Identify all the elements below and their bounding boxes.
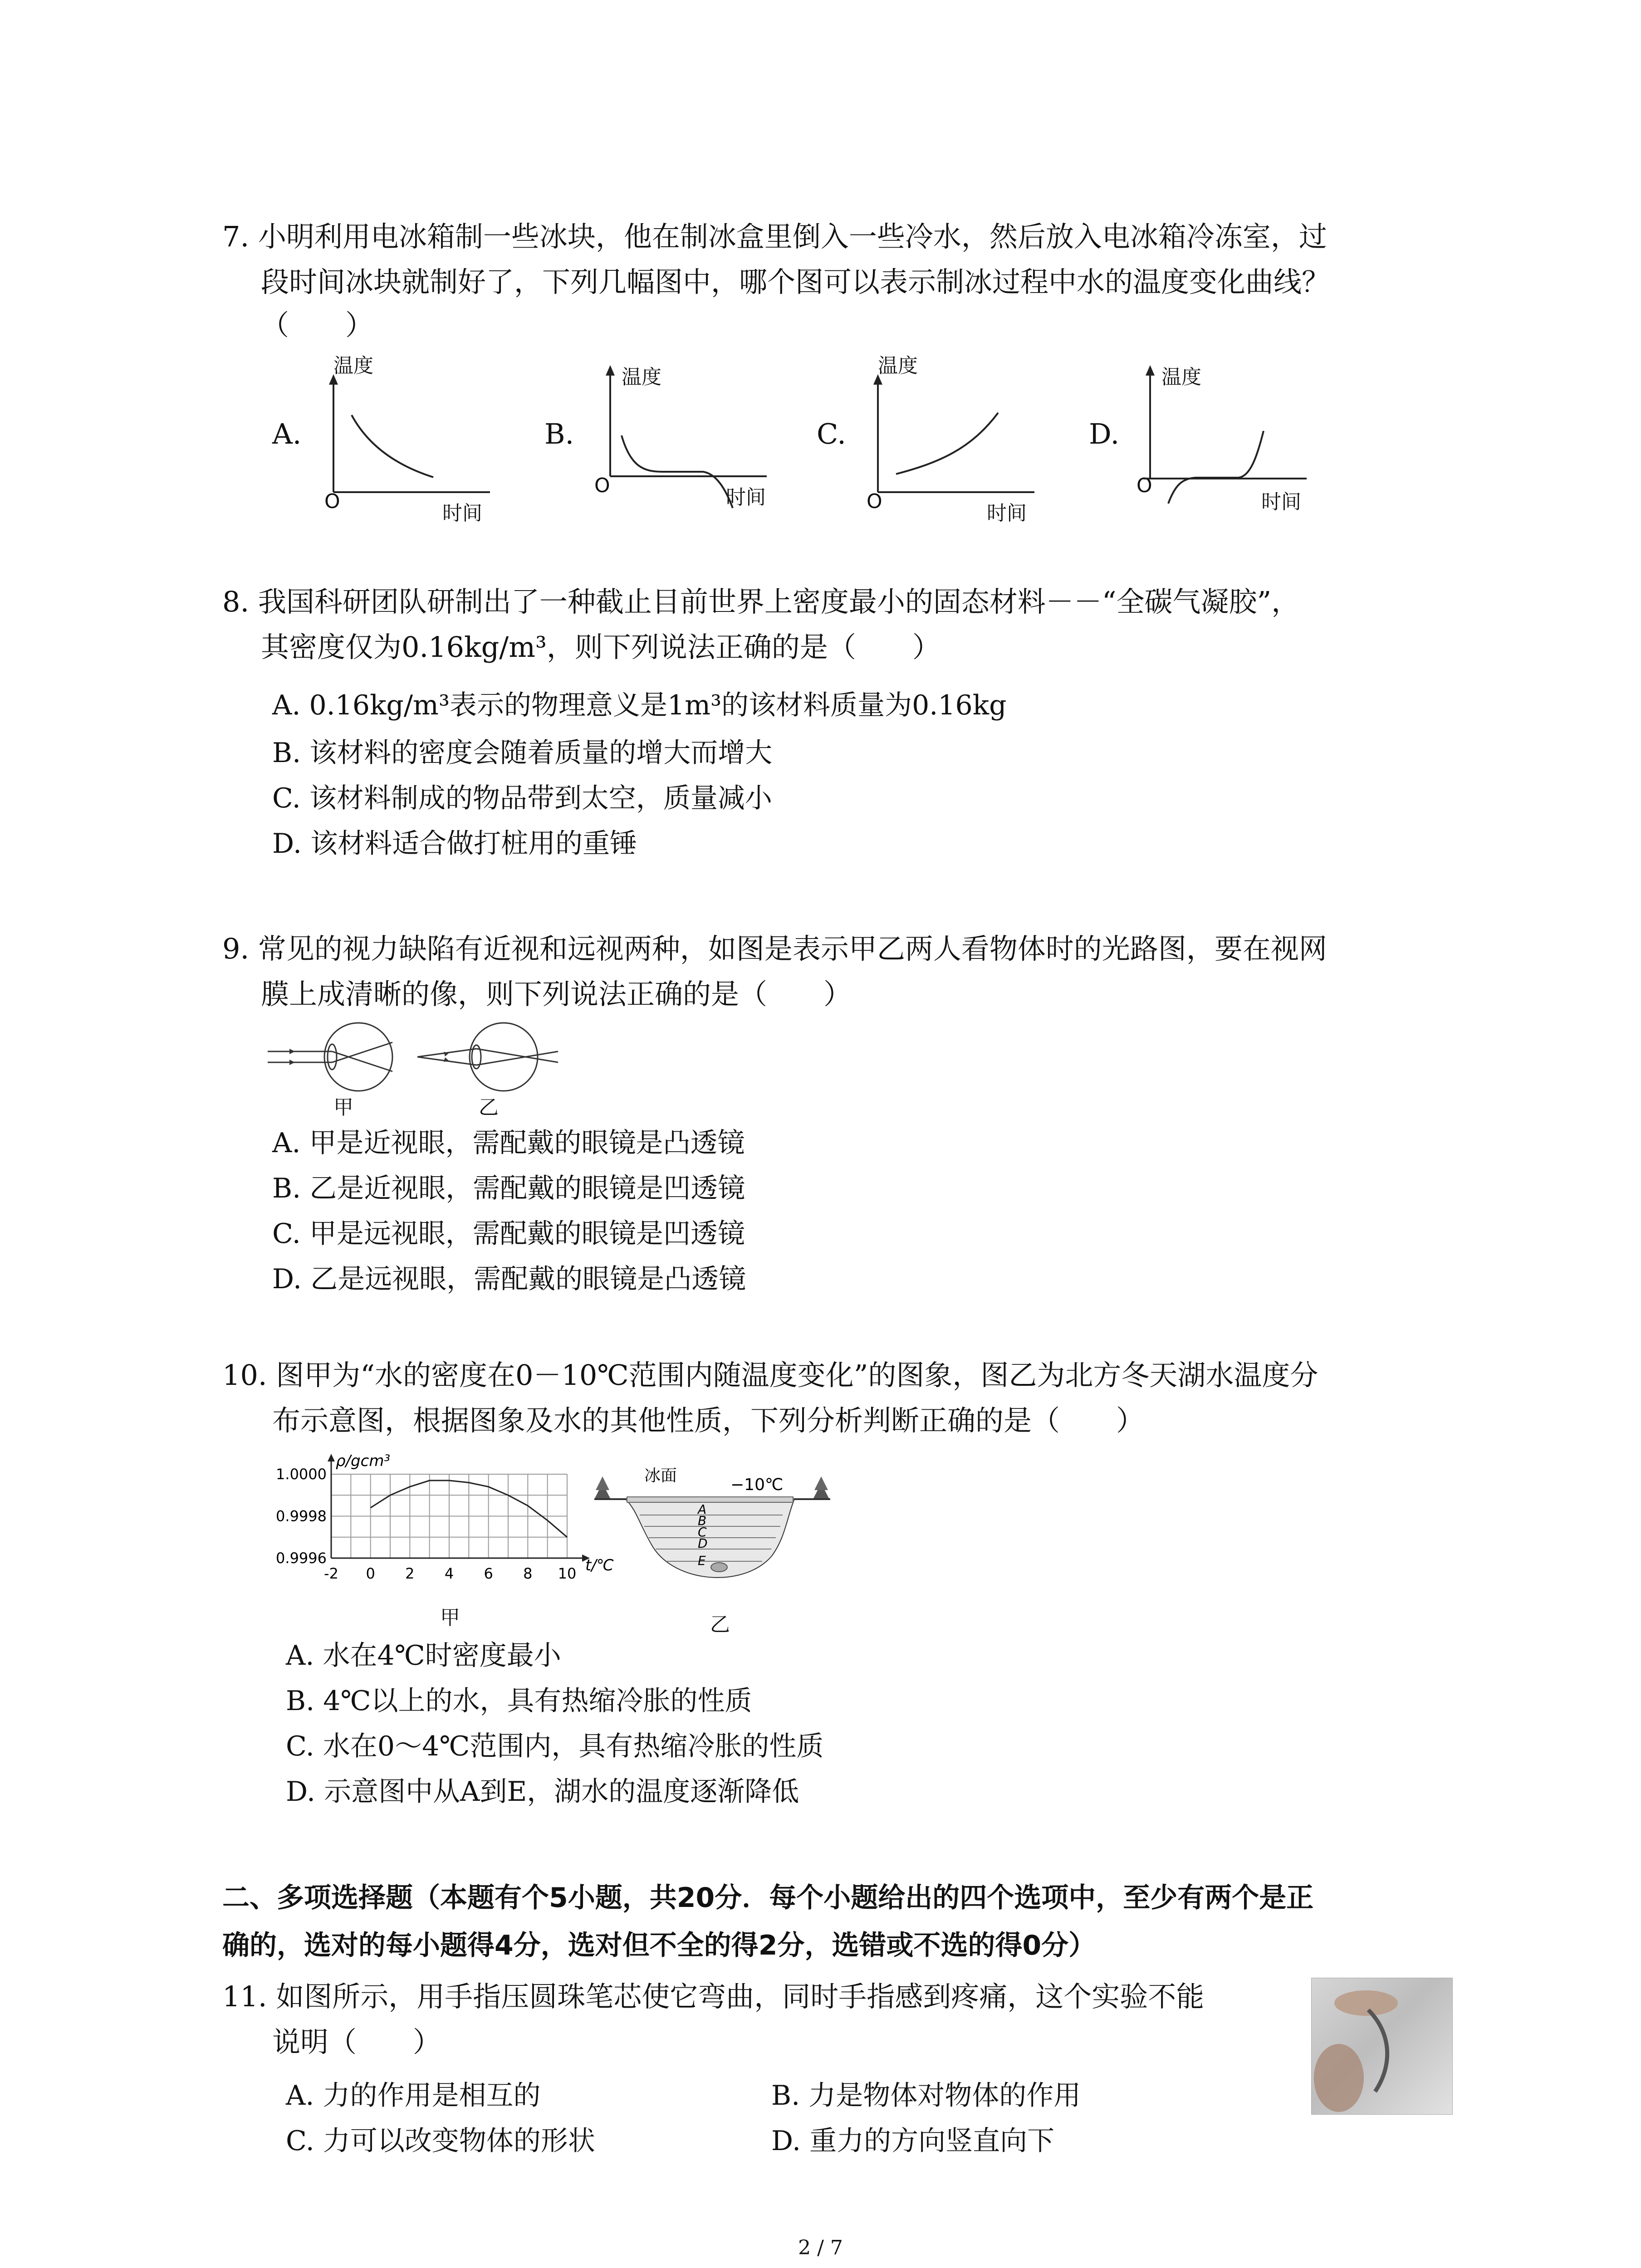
q7-option-b-label: B. — [544, 417, 574, 450]
q7-b-curve — [622, 435, 733, 508]
page-number: 2 / 7 — [798, 2236, 843, 2259]
q7-c-ylabel: 温度 — [878, 354, 918, 377]
q10-option-b: B. 4℃以上的水，具有热缩冷胀的性质 — [286, 1685, 752, 1717]
density-chart-ylabel: ρ/gcm³ — [336, 1452, 391, 1470]
q7-d-xlabel: 时间 — [1261, 490, 1301, 513]
q8-option-c: C. 该材料制成的物品带到太空，质量减小 — [272, 782, 772, 814]
q7-a-y-arrow — [329, 374, 338, 385]
q7-graph-b — [594, 363, 776, 513]
eye-yi — [417, 1023, 558, 1091]
eye-jia-eyeball — [324, 1023, 392, 1091]
q9-stem-line1: 9. 常见的视力缺陷有近视和远视两种，如图是表示甲乙两人看物体时的光路图，要在视网 — [222, 932, 1327, 965]
q7-a-xlabel: 时间 — [442, 502, 482, 525]
y-axis-arrow — [328, 1454, 335, 1461]
y-tick-label: 0.9996 — [276, 1549, 327, 1567]
q7-b-y-arrow — [606, 365, 615, 376]
section2-heading-line1: 二、多项选择题（本题有个5小题，共20分．每个小题给出的四个选项中，至少有两个是正 — [222, 1882, 1314, 1914]
lake-layer-d: D — [698, 1536, 708, 1551]
q7-c-xlabel: 时间 — [987, 502, 1027, 525]
q10-option-d: D. 示意图中从A到E，湖水的温度逐渐降低 — [286, 1776, 799, 1808]
q11-option-d: D. 重力的方向竖直向下 — [771, 2125, 1055, 2157]
x-tick-label: 6 — [484, 1565, 493, 1582]
q11-option-c: C. 力可以改变物体的形状 — [286, 2125, 595, 2157]
y-tick-label: 1.0000 — [276, 1466, 327, 1483]
q11-pen-refill-photo — [1311, 1978, 1453, 2115]
eye-jia — [268, 1023, 392, 1091]
lake-layer-c: C — [698, 1525, 707, 1540]
q9-option-a: A. 甲是近视眼，需配戴的眼镜是凸透镜 — [272, 1127, 745, 1159]
q10-lake-diagram — [594, 1456, 830, 1597]
section2-heading-line2: 确的，选对的每小题得4分，选对但不全的得2分，选错或不选的得0分） — [222, 1930, 1096, 1961]
q8-stem-line1: 8. 我国科研团队研制出了一种截止目前世界上密度最小的固态材料－－“全碳气凝胶”， — [222, 585, 1300, 618]
lake-layer-b: B — [698, 1513, 707, 1528]
eye-jia-lens — [328, 1044, 337, 1070]
q10-density-chart — [268, 1452, 631, 1601]
ice-surface — [627, 1497, 793, 1502]
x-tick-label: 10 — [558, 1565, 577, 1582]
q7-stem-line2: 段时间冰块就制好了，下列几幅图中，哪个图可以表示制冰过程中水的温度变化曲线？ — [261, 265, 1330, 298]
q7-option-a-label: A. — [272, 417, 302, 450]
density-chart-ticks — [276, 1466, 576, 1582]
finger-pressing-pen-icon — [1312, 1978, 1452, 2114]
y-tick-label: 0.9998 — [276, 1507, 327, 1525]
q9-label-yi: 乙 — [479, 1096, 499, 1119]
q9-option-b: B. 乙是近视眼，需配戴的眼镜是凹透镜 — [272, 1173, 745, 1204]
x-tick-label: -2 — [324, 1565, 338, 1582]
q11-stem-line1: 11. 如图所示，用手指压圆珠笔芯使它弯曲，同时手指感到疼痛，这个实验不能 — [222, 1980, 1205, 2013]
lake-ice-label: 冰面 — [644, 1466, 677, 1485]
q10-stem-line1: 10. 图甲为“水的密度在0－10℃范围内随温度变化”的图象，图乙为北方冬天湖水温度分 — [222, 1359, 1318, 1392]
q9-stem-line2: 膜上成清晰的像，则下列说法正确的是（ ） — [261, 978, 852, 1011]
q11-option-a: A. 力的作用是相互的 — [286, 2080, 541, 2112]
q7-c-curve — [896, 413, 998, 474]
q7-d-curve — [1168, 431, 1264, 503]
q7-a-ylabel: 温度 — [333, 354, 373, 377]
x-tick-label: 2 — [405, 1565, 415, 1582]
q7-b-ylabel: 温度 — [622, 366, 661, 389]
q11-option-b: B. 力是物体对物体的作用 — [771, 2080, 1081, 2112]
q10-stem-line2: 布示意图，根据图象及水的其他性质，下列分析判断正确的是（ ） — [272, 1404, 1145, 1437]
q8-option-b: B. 该材料的密度会随着质量的增大而增大 — [272, 737, 773, 769]
q9-option-c: C. 甲是远视眼，需配戴的眼镜是凹透镜 — [272, 1218, 745, 1250]
q8-option-d: D. 该材料适合做打桩用的重锤 — [272, 828, 637, 860]
lake-layer-a: A — [698, 1502, 707, 1517]
x-tick-label: 8 — [523, 1565, 533, 1582]
q9-eye-diagram — [268, 1021, 563, 1098]
q7-d-ylabel: 温度 — [1161, 366, 1201, 389]
q10-option-a: A. 水在4℃时密度最小 — [286, 1640, 561, 1672]
q7-option-d-label: D. — [1089, 417, 1120, 450]
lake-layer-e: E — [698, 1553, 706, 1568]
q7-graph-d — [1134, 363, 1316, 513]
q10-caption-jia: 甲 — [440, 1606, 460, 1629]
x-tick-label: 4 — [444, 1565, 454, 1582]
q7-answer-blank: （ ） — [261, 308, 374, 342]
density-chart-xlabel: t/℃ — [585, 1556, 614, 1574]
q7-stem-line1: 7. 小明利用电冰箱制一些冰块，他在制冰盒里倒入一些冷水，然后放入电冰箱冷冻室，过 — [222, 220, 1327, 253]
q8-option-a: A. 0.16kg/m³表示的物理意义是1m³的该材料质量为0.16kg — [272, 689, 1007, 721]
q8-stem-line2: 其密度仅为0.16kg/m³，则下列说法正确的是（ ） — [261, 631, 941, 664]
density-chart-grid — [331, 1474, 567, 1558]
q7-graph-a — [318, 372, 499, 503]
q7-b-xlabel: 时间 — [726, 486, 766, 509]
q7-d-y-arrow — [1146, 365, 1155, 376]
q7-option-c-label: C. — [817, 417, 846, 450]
q7-c-y-arrow — [873, 374, 882, 385]
q11-stem-line2: 说明（ ） — [272, 2025, 441, 2058]
q7-b-origin: O — [594, 474, 610, 497]
lake-temp-label: −10℃ — [730, 1476, 784, 1494]
q7-c-origin: O — [867, 490, 882, 513]
q9-option-d: D. 乙是远视眼，需配戴的眼镜是凸透镜 — [272, 1263, 746, 1295]
q7-a-curve — [352, 415, 433, 477]
q7-a-origin: O — [324, 490, 340, 513]
q9-label-jia: 甲 — [333, 1096, 353, 1119]
fish-icon — [711, 1563, 727, 1572]
q7-graph-c — [862, 372, 1043, 503]
q10-caption-yi: 乙 — [710, 1613, 730, 1636]
x-tick-label: 0 — [366, 1565, 375, 1582]
q7-d-origin: O — [1136, 474, 1152, 497]
q10-option-c: C. 水在0～4℃范围内，具有热缩冷胀的性质 — [286, 1730, 824, 1762]
